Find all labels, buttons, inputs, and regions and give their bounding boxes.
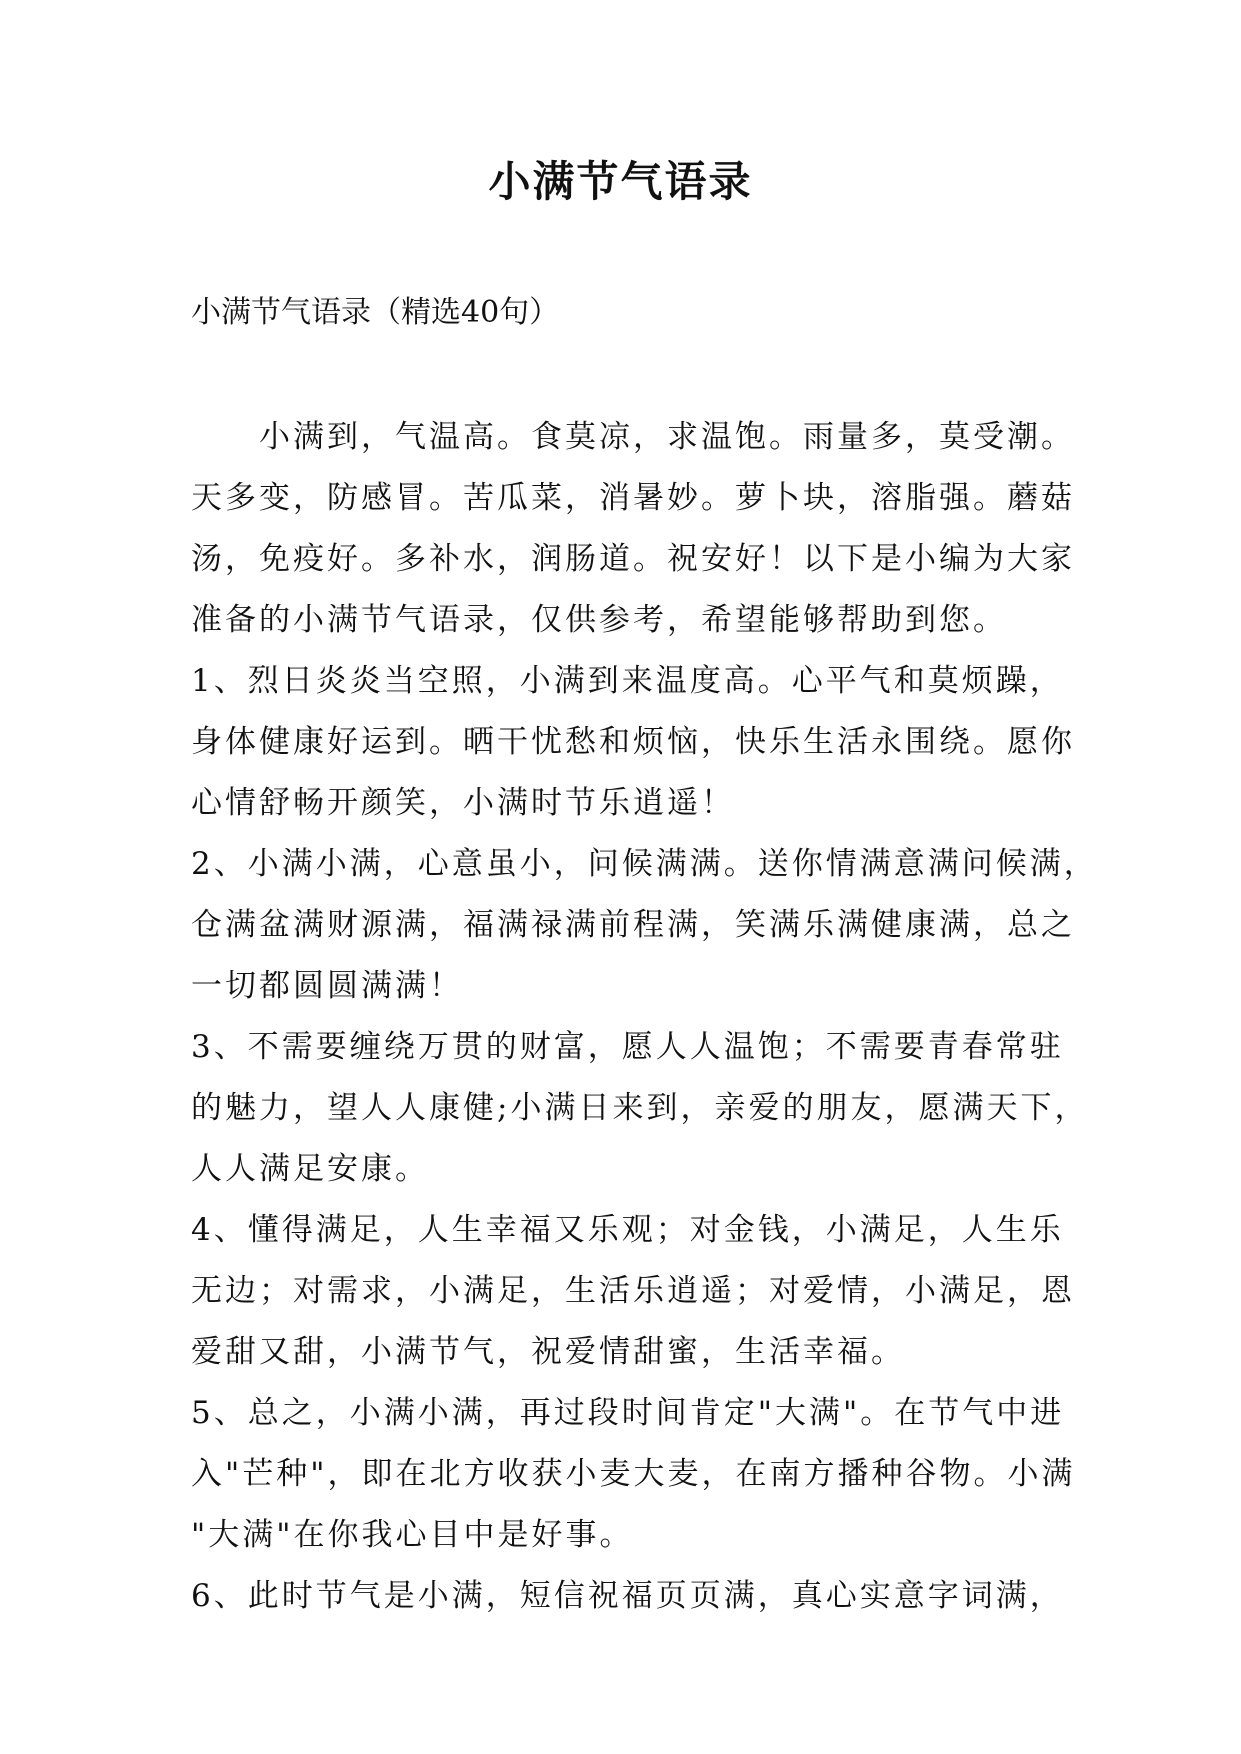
- text-line: 人人满足安康。: [191, 1151, 429, 1187]
- document-title: 小满节气语录: [488, 157, 753, 206]
- text-line: 仓满盆满财源满，福满禄满前程满，笑满乐满健康满，总之: [191, 907, 1075, 943]
- text-line: 6、此时节气是小满，短信祝福页页满，真心实意字词满，: [191, 1578, 1064, 1614]
- text-line: 无边；对需求，小满足，生活乐逍遥；对爱情，小满足，恩: [191, 1273, 1075, 1309]
- text-line: 小满到，气温高。食莫凉，求温饱。雨量多，莫受潮。: [191, 419, 1075, 455]
- text-line: 3、不需要缠绕万贯的财富，愿人人温饱；不需要青春常驻: [191, 1029, 1064, 1065]
- text-line: 准备的小满节气语录，仅供参考，希望能够帮助到您。: [191, 602, 1007, 638]
- text-line: 2、小满小满，心意虽小，问候满满。送你情满意满问候满，: [191, 846, 1098, 882]
- text-line: 的魅力，望人人康健;小满日来到，亲爱的朋友，愿满天下，: [191, 1090, 1089, 1126]
- document-body: [191, 407, 1098, 1627]
- text-line: "大满"在你我心目中是好事。: [191, 1517, 634, 1553]
- text-line: 爱甜又甜，小满节气，祝爱情甜蜜，生活幸福。: [191, 1334, 905, 1370]
- text-line: 天多变，防感冒。苦瓜菜，消暑妙。萝卜块，溶脂强。蘑菇: [191, 480, 1075, 516]
- text-line: 心情舒畅开颜笑，小满时节乐逍遥！: [191, 785, 735, 821]
- text-line: 1、烈日炎炎当空照，小满到来温度高。心平气和莫烦躁，: [191, 663, 1064, 699]
- text-line: 汤，免疫好。多补水，润肠道。祝安好！以下是小编为大家: [191, 541, 1075, 577]
- text-line: 入"芒种"，即在北方收获小麦大麦，在南方播种谷物。小满: [191, 1456, 1076, 1492]
- document-subtitle: 小满节气语录（精选40句）: [191, 295, 560, 330]
- text-line: 5、总之，小满小满，再过段时间肯定"大满"。在节气中进: [191, 1395, 1065, 1431]
- text-line: 4、懂得满足，人生幸福又乐观；对金钱，小满足，人生乐: [191, 1212, 1064, 1248]
- text-line: 身体健康好运到。晒干忧愁和烦恼，快乐生活永围绕。愿你: [191, 724, 1075, 760]
- text-line: 一切都圆圆满满！: [191, 968, 463, 1004]
